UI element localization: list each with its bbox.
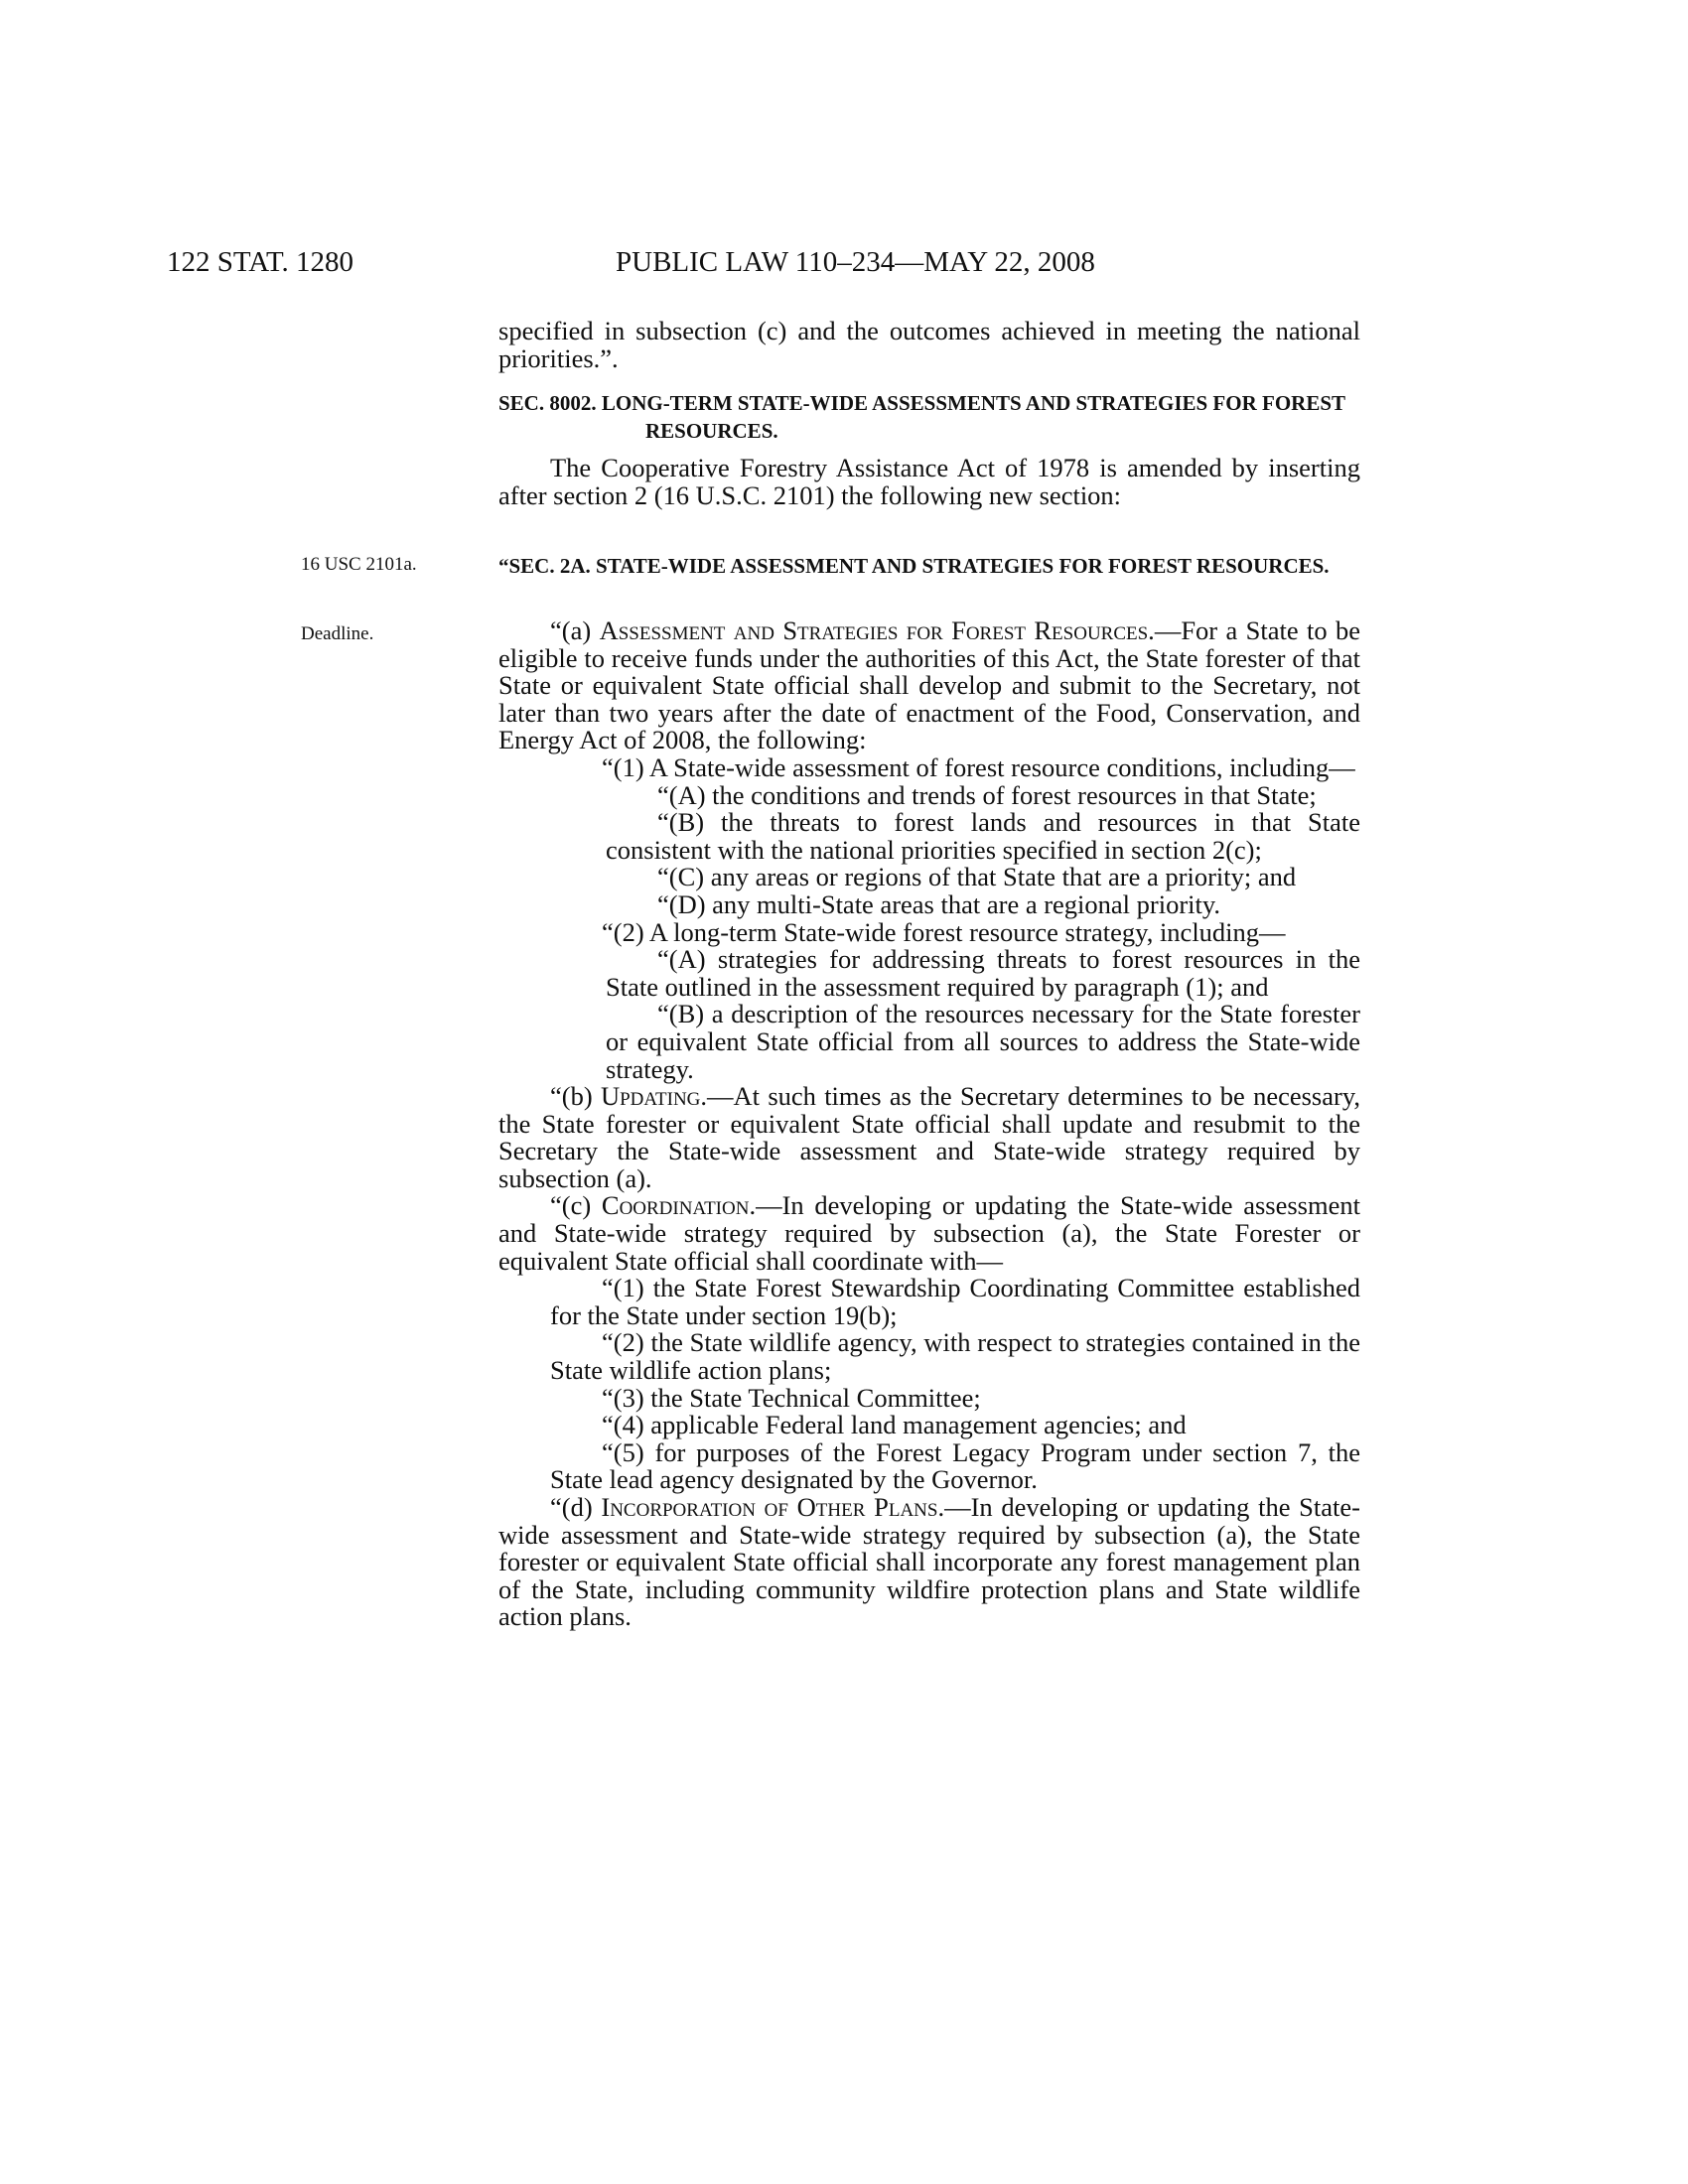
intro-block bbox=[498, 455, 1360, 509]
body-text-top bbox=[498, 318, 1360, 372]
subparagraph-a1A: “(A) the conditions and trends of forest resources in that State; bbox=[657, 779, 1317, 810]
sec-2a-body bbox=[498, 617, 1360, 1631]
subsection-b-label: “(b) bbox=[550, 1081, 601, 1112]
subsection-d-label: “(d) bbox=[550, 1492, 602, 1522]
page-citation: 122 STAT. 1280 bbox=[167, 246, 354, 278]
margin-note-deadline: Deadline. bbox=[301, 623, 374, 644]
paragraph-c5: “(5) for purposes of the Forest Legacy Program under section 7, the State lead agency designated by the Governor. bbox=[550, 1436, 1360, 1495]
subsection-c-label: “(c) bbox=[550, 1190, 602, 1221]
subparagraph-a2B: “(B) a description of the resources necessary for the State forester or equivalent State official from all sources to address the State-wide strategy. bbox=[606, 999, 1360, 1084]
subparagraph-a1B: “(B) the threats to forest lands and resources in that State consistent with the national priorities specified in section 2(c); bbox=[606, 807, 1360, 865]
sec-2a-heading: “SEC. 2A. STATE-WIDE ASSESSMENT AND STRATEGIES FOR FOREST RESOURCES. bbox=[498, 554, 1330, 578]
margin-note-usc: 16 USC 2101a. bbox=[301, 554, 417, 575]
subsection-b-heading: Updating. bbox=[600, 1081, 708, 1112]
page-header-title: PUBLIC LAW 110–234—MAY 22, 2008 bbox=[616, 246, 1095, 278]
paragraph-c2: “(2) the State wildlife agency, with respect to strategies contained in the State wildlife action plans; bbox=[550, 1327, 1360, 1386]
paragraph-c4: “(4) applicable Federal land management agencies; and bbox=[602, 1410, 1187, 1440]
paragraph-a1: “(1) A State-wide assessment of forest resource conditions, including— bbox=[602, 751, 1355, 782]
subsection-a-text: —For a State to be eligible to receive funds under the authorities of this Act, the State forester of that State or equivalent State official shall develop and submit to the Secretary, not later than two years after the date of enactment of the Food, Conservation, and Energy Act of 2008, the following: bbox=[498, 615, 1360, 755]
subsection-b-text: —At such times as the Secretary determines to be necessary, the State forester or equivalent State official shall update and resubmit to the Secretary the State-wide assessment and State-wide strategy required by subsection (a). bbox=[498, 1081, 1360, 1193]
intro-paragraph: The Cooperative Forestry Assistance Act of 1978 is amended by inserting after section 2 (16 U.S.C. 2101) the following new section: bbox=[498, 453, 1360, 510]
subsection-c bbox=[498, 1192, 1360, 1275]
sec-8002-heading: SEC. 8002. LONG-TERM STATE-WIDE ASSESSMENTS AND STRATEGIES FOR FOREST RESOURCES. bbox=[498, 391, 1345, 443]
paragraph-c3: “(3) the State Technical Committee; bbox=[602, 1382, 981, 1413]
sec-2a-block bbox=[498, 553, 1360, 581]
subparagraph-a1D: “(D) any multi-State areas that are a regional priority. bbox=[657, 888, 1221, 919]
subsection-d-text: —In developing or updating the State-wide assessment and State-wide strategy required by subsection (a), the State forester or equivalent State official shall incorporate any forest management plan of the State, including community wildfire protection plans and State wildlife action plans. bbox=[498, 1492, 1360, 1632]
paragraph-c1: “(1) the State Forest Stewardship Coordinating Committee established for the State under section 19(b); bbox=[550, 1273, 1360, 1330]
paragraph-a2: “(2) A long-term State-wide forest resource strategy, including— bbox=[602, 916, 1286, 947]
subsection-c-heading: Coordination. bbox=[601, 1190, 757, 1221]
subsection-b bbox=[498, 1083, 1360, 1192]
subparagraph-a1C: “(C) any areas or regions of that State that are a priority; and bbox=[657, 862, 1297, 892]
subsection-c-text: —In developing or updating the State-wide assessment and State-wide strategy required by subsection (a), the State Forester or equivalent State official shall coordinate with— bbox=[498, 1190, 1360, 1276]
subsection-d bbox=[498, 1494, 1360, 1631]
subsection-a bbox=[498, 617, 1360, 754]
sec-8002-block bbox=[498, 390, 1360, 445]
subsection-a-heading: Assessment and Strategies for Forest Resources. bbox=[599, 615, 1155, 645]
subparagraph-a2A: “(A) strategies for addressing threats to forest resources in the State outlined in the assessment required by paragraph (1); and bbox=[606, 944, 1360, 1002]
subsection-d-heading: Incorporation of Other Plans. bbox=[601, 1492, 945, 1522]
subsection-a-label: “(a) bbox=[550, 615, 600, 645]
continued-paragraph: specified in subsection (c) and the outcomes achieved in meeting the national priorities.”. bbox=[498, 316, 1360, 373]
